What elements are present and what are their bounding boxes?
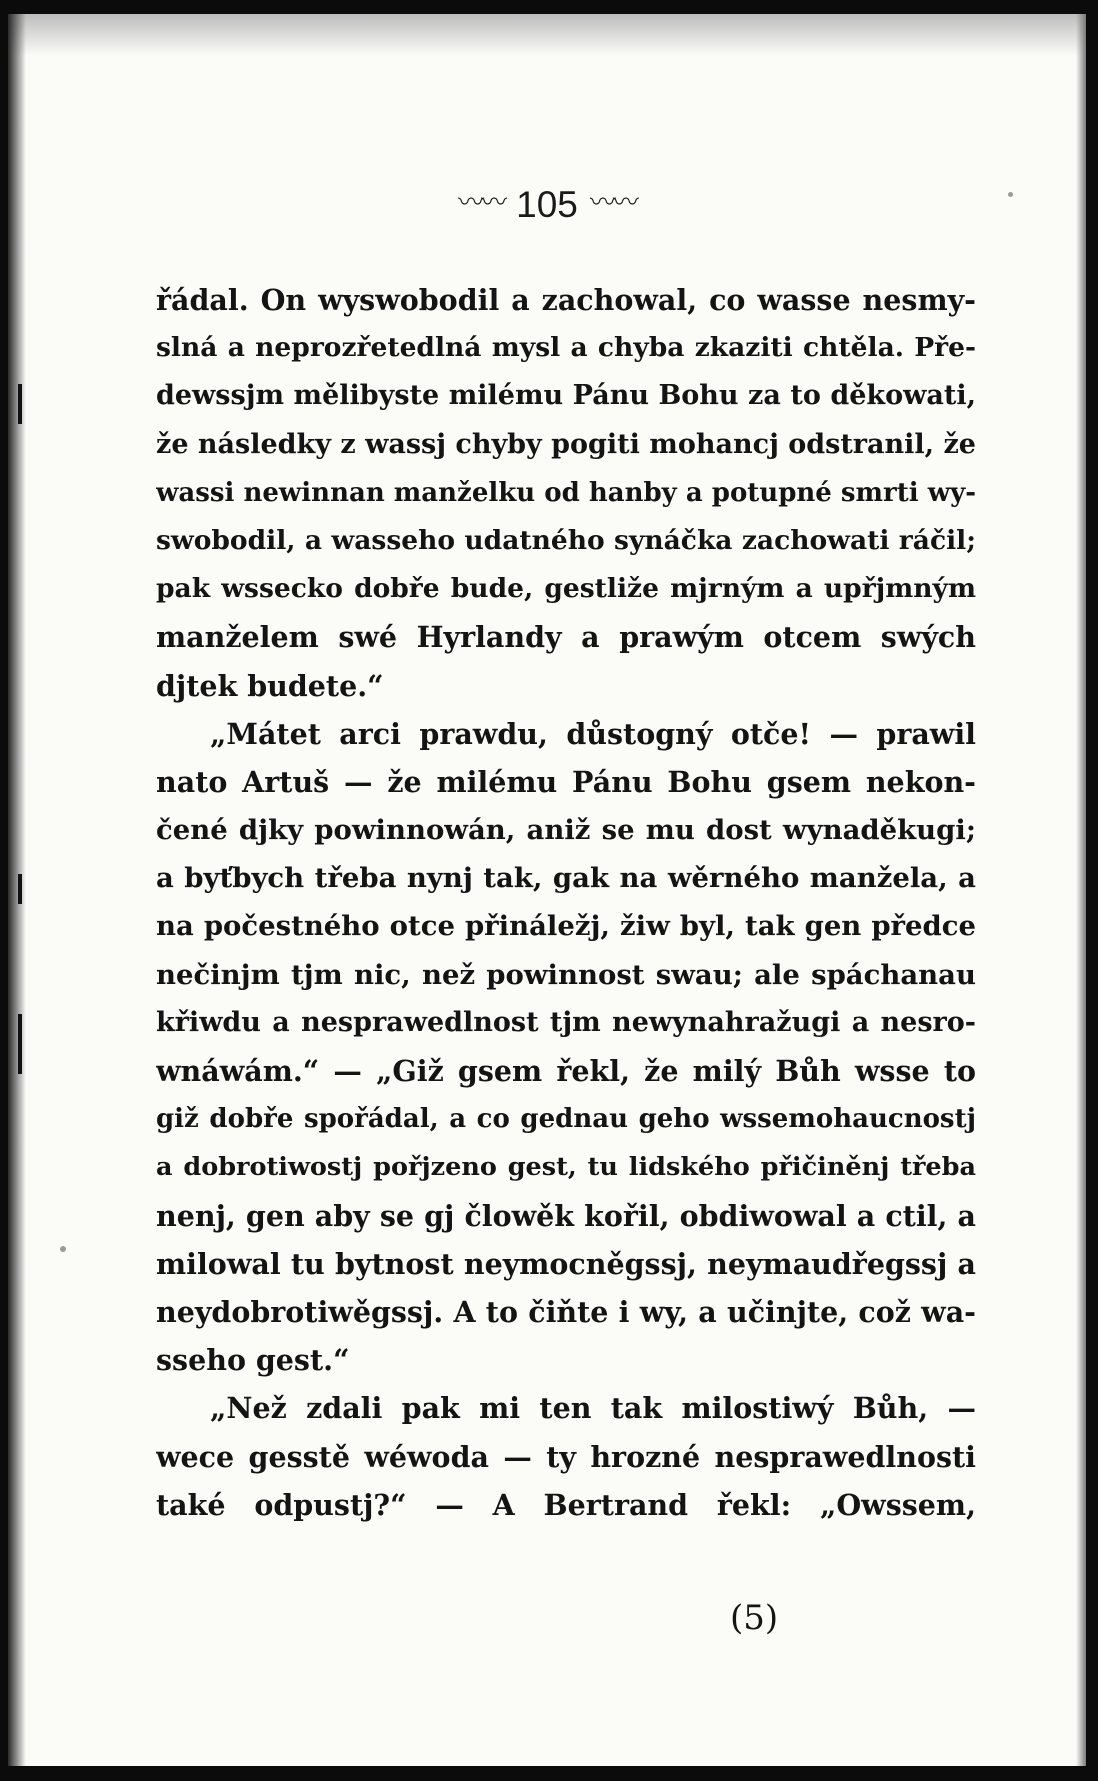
text-line: na počestného otce přináležj, žiw byl, tak gen předce — [156, 910, 976, 943]
header-ornament-left: 〰〰 — [458, 187, 505, 217]
scan-top-shadow — [8, 14, 1086, 56]
body-text — [156, 276, 976, 1529]
scan-binding-shadow — [8, 14, 26, 1766]
text-line: „Mátet arci prawdu, důstogný otče! — prawil — [210, 716, 976, 751]
text-line: a dobrotiwostj pořjzeno gest, tu lidského přičiněnj třeba — [156, 1152, 976, 1183]
text-line: milowal tu bytnost neymocněgssj, neymaudřegssj a — [156, 1246, 976, 1281]
text-line: křiwdu a nesprawedlnost tjm newynahražugi a nesro- — [156, 1006, 976, 1038]
text-line: sseho gest.“ — [156, 1343, 350, 1378]
text-line: wnáwám.“ — „Giž gsem řekl, že milý Bůh wsse to — [156, 1054, 976, 1088]
paper-speck — [60, 1246, 66, 1252]
text-line: wassi newinnan manželku od hanby a potupné smrti wy- — [156, 477, 976, 508]
text-line: řádal. On wyswobodil a zachowal, co wasse nesmy- — [156, 283, 976, 317]
text-line: pak wssecko dobře bude, gestliže mjrným a upřjmným — [156, 573, 976, 605]
page-number: 105 — [516, 184, 578, 225]
text-line: nečinjm tjm nic, než powinnost swau; ale spáchanau — [156, 958, 976, 991]
signature-mark: (5) — [730, 1598, 779, 1638]
text-line: „Než zdali pak mi ten tak milostiwý Bůh, — — [210, 1391, 976, 1426]
text-line: swobodil, a wasseho udatného synáčka zachowati ráčil; — [156, 524, 976, 556]
binding-mark — [18, 384, 22, 424]
binding-mark — [18, 1014, 22, 1074]
text-line: že následky z wassj chyby pogiti mohancj odstranil, že — [156, 428, 976, 460]
text-line: a byťbych třeba nynj tak, gak na wěrného manžela, a — [156, 862, 976, 895]
header-ornament-right: 〰〰 — [589, 187, 636, 217]
text-line: slná a neprozřetedlná mysl a chyba zkaziti chtěla. Pře- — [156, 332, 976, 364]
text-line: dewssjm mělibyste milému Pánu Bohu za to děkowati, — [156, 380, 976, 412]
text-line: manželem swé Hyrlandy a prawým otcem swých — [156, 620, 976, 655]
text-line: djtek budete.“ — [156, 668, 384, 703]
text-line: neydobrotiwěgssj. A to čiňte i wy, a učinjte, což wa- — [156, 1294, 976, 1329]
text-line: wece gesstě wéwoda — ty hrozné nesprawedlnosti — [156, 1439, 976, 1474]
book-page — [8, 14, 1086, 1766]
text-line: čené djky powinnowán, aniž se mu dost wynaděkugi; — [156, 814, 976, 847]
text-line: giž dobře spořádal, a co gednau geho wssemohaucnostj — [156, 1104, 976, 1135]
text-line: nato Artuš — že milému Pánu Bohu gsem nekon- — [156, 764, 976, 799]
scan-edge-shadow — [1076, 14, 1086, 1766]
text-line: také odpustj?“ — A Bertrand řekl: „Owssem, — [156, 1487, 976, 1522]
page-header — [8, 182, 1086, 226]
binding-mark — [18, 874, 22, 904]
text-line: nenj, gen aby se gj člowěk kořil, obdiwowal a ctil, a — [156, 1198, 976, 1233]
